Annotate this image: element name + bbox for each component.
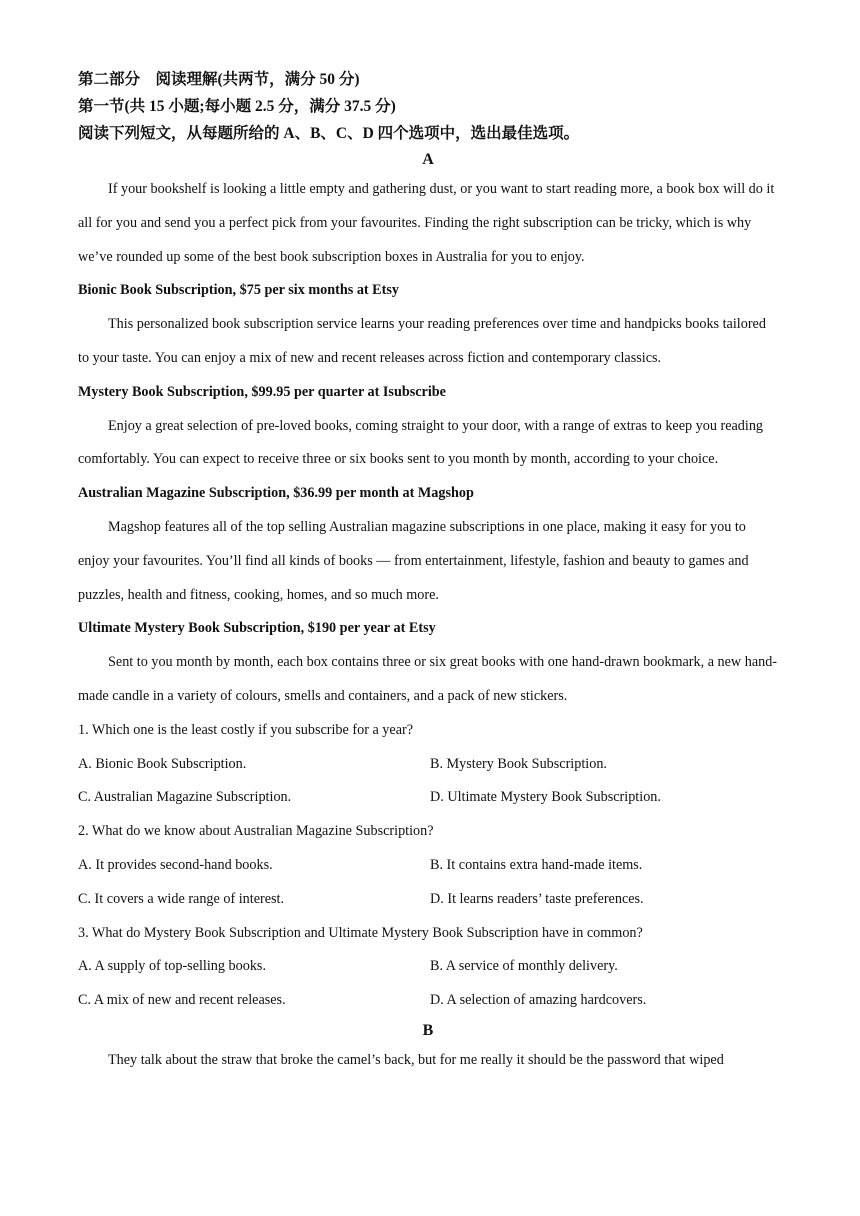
option-d: D. A selection of amazing hardcovers. [430, 992, 647, 1009]
option-b: B. A service of monthly delivery. [430, 958, 618, 975]
passage-b-label: B [422, 1021, 434, 1039]
question-options [78, 748, 778, 816]
passage-a-intro: If your bookshelf is looking a little empty and gathering dust, or you want to start reading more, a book box will do it all for you and send you a perfect pick from your favourites. Finding the right subscription can be tricky, which is why we’ve rounded up some of the best book subscription boxes in Australia for you to enjoy. [78, 181, 775, 265]
option-d: D. Ultimate Mystery Book Subscription. [430, 789, 661, 806]
passage-b-intro: They talk about the straw that broke the camel’s back, but for me really it should be the password that wiped [108, 1051, 724, 1068]
option-b: B. Mystery Book Subscription. [430, 755, 607, 772]
item-title: Bionic Book Subscription, $75 per six months at Etsy [78, 282, 399, 299]
part-heading: 第二部分 阅读理解(共两节，满分 50 分) [78, 71, 360, 88]
question-options [78, 950, 778, 1018]
item-text: This personalized book subscription service learns your reading preferences over time and handpicks books tailored to your taste. You can enjoy a mix of new and recent releases across fiction and contemporary classics. [78, 316, 766, 366]
exam-page [78, 66, 778, 1078]
question-stem: 2. What do we know about Australian Magazine Subscription? [78, 823, 434, 840]
question-options [78, 849, 778, 917]
option-a: A. It provides second-hand books. [78, 856, 273, 873]
option-a: A. Bionic Book Subscription. [78, 755, 247, 772]
option-b: B. It contains extra hand-made items. [430, 856, 643, 873]
instruction-text: 阅读下列短文，从每题所给的 A、B、C、D 四个选项中，选出最佳选项。 [78, 125, 580, 142]
item-text: Enjoy a great selection of pre-loved books, coming straight to your door, with a range of extras to keep you reading comfortably. You can expect to receive three or six books sent to you month by month, according to your choice. [78, 417, 764, 468]
item-title: Mystery Book Subscription, $99.95 per quarter at Isubscribe [78, 383, 446, 400]
option-c: C. It covers a wide range of interest. [78, 890, 285, 907]
option-a: A. A supply of top-selling books. [78, 958, 266, 975]
item-title: Australian Magazine Subscription, $36.99 per month at Magshop [78, 485, 474, 502]
item-title: Ultimate Mystery Book Subscription, $190 per year at Etsy [78, 620, 436, 637]
section-heading: 第一节(共 15 小题;每小题 2.5 分，满分 37.5 分) [78, 98, 396, 115]
item-text: Magshop features all of the top selling Australian magazine subscriptions in one place, making it easy for you to enjoy your favourites. You’ll find all kinds of books — from entertainment, lifestyle, fashion and beauty to games and puzzles, health and fitness, cooking, homes, and so much more. [78, 518, 749, 603]
option-d: D. It learns readers’ taste preferences. [430, 890, 644, 907]
question-stem: 3. What do Mystery Book Subscription and Ultimate Mystery Book Subscription have in common? [78, 924, 643, 941]
passage-a-label: A [422, 151, 434, 168]
option-c: C. A mix of new and recent releases. [78, 992, 286, 1009]
question-stem: 1. Which one is the least costly if you subscribe for a year? [78, 721, 414, 738]
item-text: Sent to you month by month, each box contains three or six great books with one hand-drawn bookmark, a new hand-made candle in a variety of colours, smells and containers, and a pack of new stickers. [78, 654, 778, 704]
option-c: C. Australian Magazine Subscription. [78, 789, 292, 806]
